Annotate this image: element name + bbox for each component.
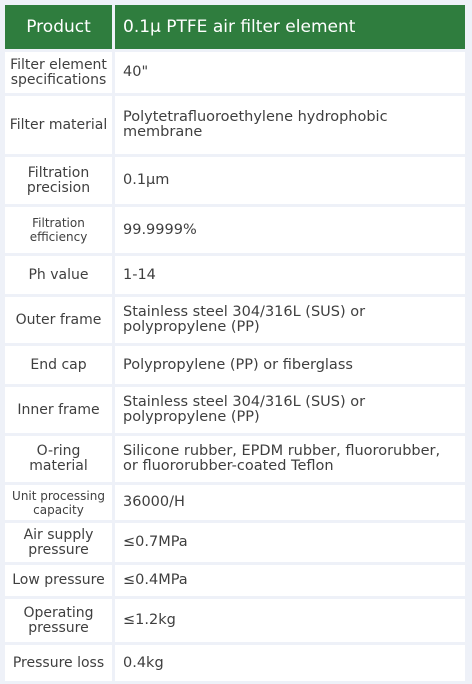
table-row: [5, 96, 465, 154]
row-label: Outer frame: [5, 297, 112, 343]
row-label: Operating pressure: [5, 599, 112, 642]
row-value: 36000/H: [115, 485, 465, 520]
row-value: 99.9999%: [115, 207, 465, 253]
table-row: [5, 52, 465, 93]
row-value: 0.1μm: [115, 157, 465, 204]
row-value: 1-14: [115, 256, 465, 294]
row-value: Polytetrafluoroethylene hydrophobic membrane: [115, 96, 465, 154]
table-row: [5, 207, 465, 253]
table-header-row: [5, 5, 465, 49]
row-value: Polypropylene (PP) or fiberglass: [115, 346, 465, 384]
table-row: [5, 346, 465, 384]
row-value: 40": [115, 52, 465, 93]
row-label: Unit processing capacity: [5, 485, 112, 520]
header-product-label: Product: [5, 5, 112, 49]
row-value: ≤0.4MPa: [115, 565, 465, 596]
row-value: ≤0.7MPa: [115, 523, 465, 562]
table-row: [5, 256, 465, 294]
row-value: Silicone rubber, EPDM rubber, fluororubber, or fluororubber-coated Teflon: [115, 436, 465, 482]
table-row: [5, 436, 465, 482]
row-label: Filter element specifications: [5, 52, 112, 93]
row-label: Filtration precision: [5, 157, 112, 204]
row-label: Air supply pressure: [5, 523, 112, 562]
row-label: Filter material: [5, 96, 112, 154]
row-label: Ph value: [5, 256, 112, 294]
table-row: [5, 387, 465, 433]
spec-table: [2, 2, 468, 684]
row-label: Pressure loss: [5, 645, 112, 681]
row-label: Filtration efficiency: [5, 207, 112, 253]
row-value: Stainless steel 304/316L (SUS) or polypropylene (PP): [115, 297, 465, 343]
header-product-name: 0.1μ PTFE air filter element: [115, 5, 465, 49]
row-label: O-ring material: [5, 436, 112, 482]
row-label: End cap: [5, 346, 112, 384]
table-row: [5, 565, 465, 596]
table-row: [5, 645, 465, 681]
table-row: [5, 157, 465, 204]
row-value: 0.4kg: [115, 645, 465, 681]
row-value: ≤1.2kg: [115, 599, 465, 642]
row-value: Stainless steel 304/316L (SUS) or polypropylene (PP): [115, 387, 465, 433]
table-row: [5, 297, 465, 343]
table-row: [5, 485, 465, 520]
row-label: Inner frame: [5, 387, 112, 433]
table-row: [5, 599, 465, 642]
table-row: [5, 523, 465, 562]
row-label: Low pressure: [5, 565, 112, 596]
